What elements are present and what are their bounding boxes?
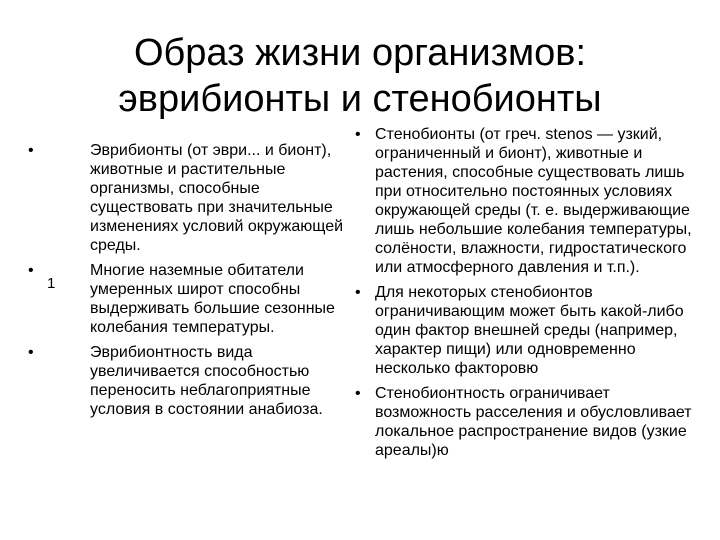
list-item	[355, 283, 703, 378]
list-item	[355, 125, 703, 277]
list-item-text: Эврибионтность вида увеличивается способностью переносить неблагоприятные условия в состоянии анабиоза.	[90, 344, 323, 418]
bullet: •	[28, 142, 34, 159]
list-item-text: Эврибионты (от эври... и бионт), животные и растительные организмы, способные существовать при значительные изменениях условий окружающей среды.	[90, 142, 344, 254]
left-column	[28, 141, 350, 425]
list-item-text: Стенобионтность ограничивает возможность расселения и обусловливает локальное распространение видов (узкие ареалы)ю	[375, 385, 692, 459]
list-item-text: Многие наземные обитатели умеренных широт способны выдерживать большие сезонные колебания температуры.	[90, 262, 335, 336]
bullet: •	[355, 284, 361, 301]
list-item-text: Для некоторых стенобионтов ограничивающим может быть какой-либо один фактор внешней среды (например, характер пищи) или одновременно несколько факторовю	[375, 284, 684, 377]
list-item-text: Стенобионты (от греч. stenos — узкий, ограниченный и бионт), животные и растения, способные существовать лишь при относительно постоянных условиях окружающей среды (т. е. выдерживающие лишь небольшие колебания температуры, солёности, влажности, гидростатического или атмосферного давления и т.п.).	[375, 126, 692, 276]
bullet: •	[28, 262, 34, 279]
bullet: •	[355, 126, 361, 143]
slide-title	[20, 30, 700, 122]
bullet: •	[355, 385, 361, 402]
bullet: •	[28, 344, 34, 361]
list-item	[28, 261, 350, 337]
list-item	[28, 343, 350, 419]
list-item	[28, 141, 350, 255]
list-item	[355, 384, 703, 460]
side-marker: 1	[47, 275, 56, 292]
right-column	[355, 125, 703, 466]
slide-title-line-1: Образ жизни организмов:	[133, 32, 587, 74]
slide-title-line-2: эврибионты и стенобионты	[118, 78, 602, 120]
